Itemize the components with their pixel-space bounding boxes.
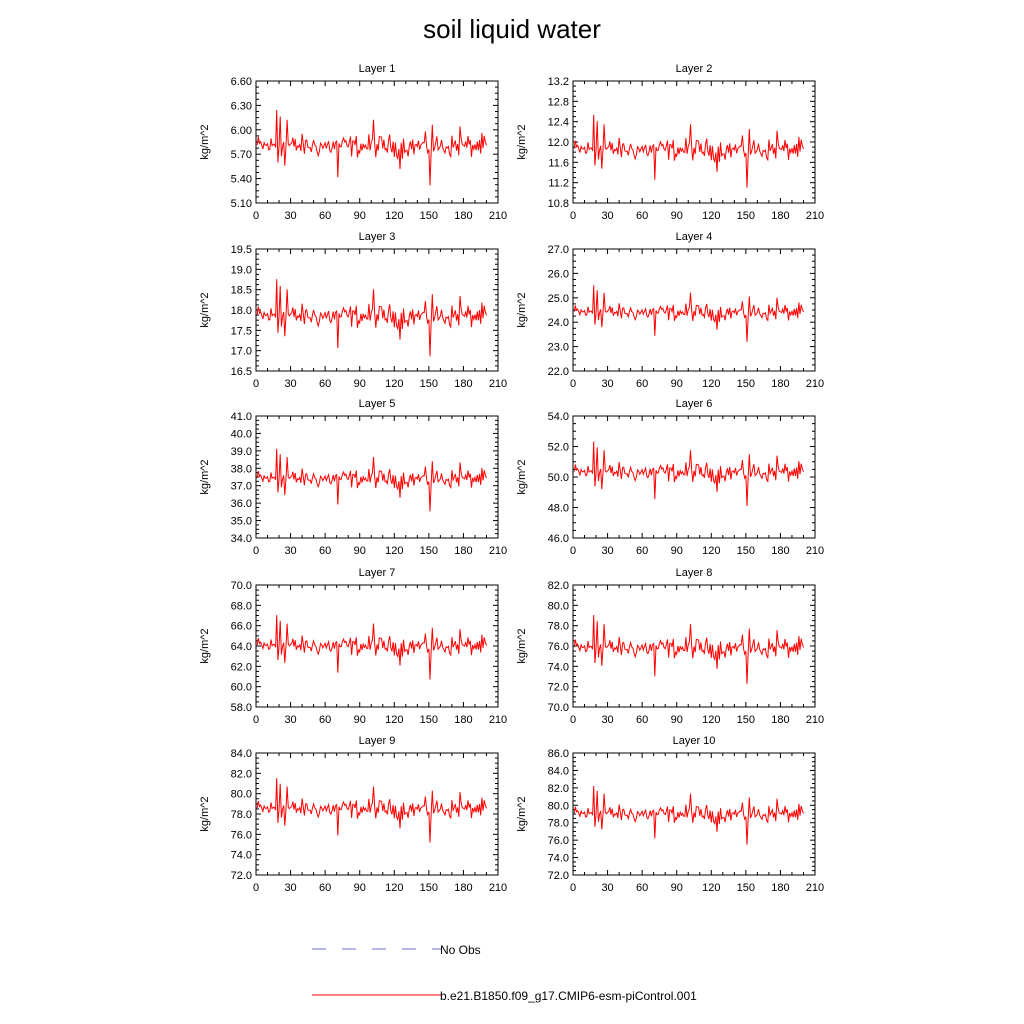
y-tick-label: 22.0: [547, 366, 569, 378]
x-tick-label: 180: [771, 714, 790, 726]
legend-swatch-model: [312, 989, 442, 1001]
y-tick-label: 76.0: [547, 835, 569, 848]
y-tick-label: 11.6: [548, 157, 569, 170]
series-line: [574, 115, 803, 188]
y-tick-label: 18.5: [230, 284, 252, 297]
series-line: [574, 615, 803, 684]
chart-panel-layer-5: [199, 398, 507, 557]
y-tick-label: 40.0: [230, 428, 252, 441]
y-tick-label: 82.0: [230, 768, 252, 781]
chart-panel-layer-7: [199, 567, 507, 726]
x-tick-label: 30: [284, 210, 297, 222]
x-tick-label: 60: [319, 714, 332, 726]
y-tick-label: 39.0: [230, 445, 252, 458]
x-tick-label: 180: [454, 378, 473, 390]
chart-panel-layer-6: [516, 398, 824, 557]
y-tick-label: 16.5: [230, 366, 252, 378]
y-tick-label: 74.0: [230, 849, 252, 862]
y-tick-label: 5.70: [230, 149, 252, 162]
y-tick-label: 68.0: [230, 600, 252, 613]
y-tick-label: 34.0: [230, 533, 252, 545]
series-line: [257, 110, 486, 185]
y-tick-label: 6.30: [230, 100, 252, 113]
x-tick-label: 0: [252, 378, 260, 390]
y-tick-label: 84.0: [547, 765, 569, 778]
y-tick-label: 41.0: [230, 411, 252, 423]
y-tick-label: 19.5: [230, 244, 252, 256]
x-tick-label: 150: [736, 882, 756, 894]
x-tick-label: 150: [419, 378, 439, 390]
x-tick-label: 90: [353, 714, 366, 726]
y-tick-label: 70.0: [547, 702, 569, 714]
y-tick-label: 26.0: [547, 268, 569, 281]
x-tick-label: 60: [319, 378, 332, 390]
y-tick-label: 6.00: [230, 124, 252, 137]
x-tick-label: 180: [454, 210, 473, 222]
y-axis-label: kg/m^2: [516, 292, 528, 328]
y-tick-label: 80.0: [547, 800, 569, 813]
chart-panel-layer-3: [199, 231, 507, 390]
y-tick-label: 5.10: [230, 198, 252, 210]
y-axis-label: kg/m^2: [516, 459, 528, 495]
x-tick-label: 150: [736, 714, 756, 726]
legend-swatch-no-obs: [312, 943, 442, 955]
x-tick-label: 180: [771, 378, 790, 390]
panel-title: Layer 9: [358, 735, 396, 747]
y-tick-label: 54.0: [547, 411, 569, 423]
panel-title: Layer 7: [358, 567, 396, 579]
x-tick-label: 150: [419, 545, 439, 557]
plot-frame: [256, 753, 498, 875]
x-tick-label: 180: [771, 882, 790, 894]
x-tick-label: 90: [670, 545, 683, 557]
x-tick-label: 30: [284, 378, 297, 390]
y-tick-label: 76.0: [547, 641, 569, 653]
x-tick-label: 120: [385, 714, 404, 726]
plot-frame: [573, 416, 815, 538]
y-axis-label: kg/m^2: [516, 796, 528, 832]
y-tick-label: 17.0: [230, 345, 252, 358]
x-tick-label: 60: [319, 210, 332, 222]
x-tick-label: 30: [284, 882, 297, 894]
panel-title: Layer 5: [358, 398, 396, 410]
y-tick-label: 37.0: [230, 480, 252, 493]
y-axis-label: kg/m^2: [516, 628, 528, 664]
y-tick-label: 12.4: [547, 116, 569, 129]
y-tick-label: 72.0: [230, 870, 252, 882]
x-tick-label: 90: [670, 378, 683, 390]
y-tick-label: 60.0: [230, 681, 252, 694]
panel-title: Layer 10: [672, 735, 716, 747]
y-tick-label: 38.0: [230, 463, 252, 476]
y-tick-label: 58.0: [230, 702, 252, 714]
x-tick-label: 180: [454, 714, 473, 726]
x-tick-label: 0: [252, 714, 260, 726]
x-tick-label: 0: [252, 882, 260, 894]
x-tick-label: 150: [419, 714, 439, 726]
y-tick-label: 19.0: [230, 264, 252, 277]
y-tick-label: 82.0: [547, 782, 569, 795]
x-tick-label: 60: [636, 882, 649, 894]
y-tick-label: 6.60: [230, 76, 252, 88]
y-tick-label: 80.0: [547, 600, 569, 613]
y-tick-label: 18.0: [230, 305, 252, 317]
x-tick-label: 30: [601, 882, 614, 894]
x-tick-label: 120: [702, 378, 721, 390]
x-tick-label: 180: [771, 210, 790, 222]
y-axis-label: kg/m^2: [516, 124, 528, 160]
x-tick-label: 90: [353, 378, 366, 390]
x-tick-label: 0: [252, 210, 260, 222]
series-line: [574, 786, 803, 845]
legend-label-no-obs: No Obs: [440, 943, 481, 957]
chart-panel-layer-8: [516, 567, 824, 726]
y-tick-label: 78.0: [230, 809, 252, 821]
series-line: [257, 778, 486, 842]
series-line: [257, 449, 486, 511]
x-tick-label: 90: [670, 882, 683, 894]
x-tick-label: 60: [319, 545, 332, 557]
x-tick-label: 150: [419, 882, 439, 894]
x-tick-label: 120: [702, 545, 721, 557]
y-tick-label: 82.0: [547, 580, 569, 592]
y-tick-label: 36.0: [230, 498, 252, 511]
x-tick-label: 210: [805, 714, 825, 726]
chart-panel-layer-9: [199, 735, 507, 894]
y-tick-label: 70.0: [230, 580, 252, 592]
series-line: [257, 615, 486, 679]
page-title: soil liquid water: [423, 14, 601, 44]
x-tick-label: 90: [353, 882, 366, 894]
panel-title: Layer 4: [675, 231, 713, 243]
y-tick-label: 25.0: [547, 292, 569, 305]
y-tick-label: 35.0: [230, 515, 252, 528]
x-tick-label: 90: [353, 210, 366, 222]
panel-title: Layer 6: [675, 398, 713, 410]
y-tick-label: 23.0: [547, 341, 569, 354]
y-tick-label: 74.0: [547, 661, 569, 674]
x-tick-label: 0: [252, 545, 260, 557]
x-tick-label: 30: [284, 714, 297, 726]
x-tick-label: 0: [569, 882, 577, 894]
chart-panel-layer-2: [516, 63, 824, 222]
x-tick-label: 210: [805, 378, 825, 390]
x-tick-label: 210: [488, 378, 508, 390]
x-tick-label: 150: [736, 378, 756, 390]
legend-label-model: b.e21.B1850.f09_g17.CMIP6-esm-piControl.001: [440, 989, 697, 1003]
y-tick-label: 10.8: [547, 198, 569, 210]
y-tick-label: 17.5: [230, 325, 252, 338]
y-tick-label: 27.0: [547, 244, 569, 256]
x-tick-label: 0: [569, 714, 577, 726]
y-tick-label: 12.8: [547, 96, 569, 109]
x-tick-label: 180: [454, 545, 473, 557]
x-tick-label: 90: [670, 210, 683, 222]
x-tick-label: 150: [736, 545, 756, 557]
y-tick-label: 62.0: [230, 661, 252, 674]
chart-panel-layer-4: [516, 231, 824, 390]
y-tick-label: 66.0: [230, 620, 252, 633]
y-axis-label: kg/m^2: [199, 292, 211, 328]
x-tick-label: 210: [488, 882, 508, 894]
x-tick-label: 180: [454, 882, 473, 894]
x-tick-label: 120: [702, 714, 721, 726]
panel-title: Layer 3: [358, 231, 396, 243]
panel-title: Layer 1: [358, 63, 396, 75]
y-tick-label: 52.0: [547, 441, 569, 454]
x-tick-label: 120: [702, 882, 721, 894]
x-tick-label: 120: [385, 378, 404, 390]
x-tick-label: 120: [385, 882, 404, 894]
x-tick-label: 30: [284, 545, 297, 557]
y-tick-label: 24.0: [547, 317, 569, 330]
y-tick-label: 72.0: [547, 681, 569, 694]
x-tick-label: 150: [419, 210, 439, 222]
x-tick-label: 210: [805, 545, 825, 557]
x-tick-label: 60: [636, 545, 649, 557]
y-tick-label: 72.0: [547, 870, 569, 882]
x-tick-label: 210: [488, 545, 508, 557]
series-line: [574, 442, 803, 506]
y-axis-label: kg/m^2: [199, 796, 211, 832]
x-tick-label: 30: [601, 378, 614, 390]
y-tick-label: 50.0: [547, 472, 569, 484]
y-tick-label: 76.0: [230, 829, 252, 842]
x-tick-label: 180: [771, 545, 790, 557]
y-tick-label: 48.0: [547, 502, 569, 515]
y-tick-label: 78.0: [547, 620, 569, 633]
x-tick-label: 0: [569, 545, 577, 557]
x-tick-label: 210: [488, 714, 508, 726]
x-tick-label: 210: [805, 882, 825, 894]
x-tick-label: 30: [601, 210, 614, 222]
chart-panel-layer-10: [516, 735, 824, 894]
x-tick-label: 210: [488, 210, 508, 222]
y-tick-label: 5.40: [230, 173, 252, 186]
y-axis-label: kg/m^2: [199, 124, 211, 160]
y-tick-label: 11.2: [548, 177, 569, 190]
y-tick-label: 74.0: [547, 852, 569, 865]
y-tick-label: 78.0: [547, 817, 569, 830]
x-tick-label: 30: [601, 545, 614, 557]
x-tick-label: 60: [636, 378, 649, 390]
y-tick-label: 13.2: [547, 76, 569, 88]
y-tick-label: 84.0: [230, 748, 252, 760]
x-tick-label: 150: [736, 210, 756, 222]
chart-panel-layer-1: [199, 63, 507, 222]
y-tick-label: 80.0: [230, 788, 252, 801]
x-tick-label: 120: [385, 545, 404, 557]
panel-title: Layer 8: [675, 567, 713, 579]
y-tick-label: 86.0: [547, 748, 569, 760]
y-tick-label: 64.0: [230, 641, 252, 653]
x-tick-label: 120: [385, 210, 404, 222]
x-tick-label: 0: [569, 210, 577, 222]
y-axis-label: kg/m^2: [199, 628, 211, 664]
x-tick-label: 210: [805, 210, 825, 222]
x-tick-label: 60: [319, 882, 332, 894]
y-axis-label: kg/m^2: [199, 459, 211, 495]
panel-title: Layer 2: [675, 63, 713, 75]
x-tick-label: 30: [601, 714, 614, 726]
x-tick-label: 60: [636, 714, 649, 726]
x-tick-label: 90: [670, 714, 683, 726]
y-tick-label: 12.0: [547, 137, 569, 149]
x-tick-label: 0: [569, 378, 577, 390]
series-line: [574, 285, 803, 342]
x-tick-label: 120: [702, 210, 721, 222]
series-line: [257, 279, 486, 356]
x-tick-label: 90: [353, 545, 366, 557]
x-tick-label: 60: [636, 210, 649, 222]
y-tick-label: 46.0: [547, 533, 569, 545]
